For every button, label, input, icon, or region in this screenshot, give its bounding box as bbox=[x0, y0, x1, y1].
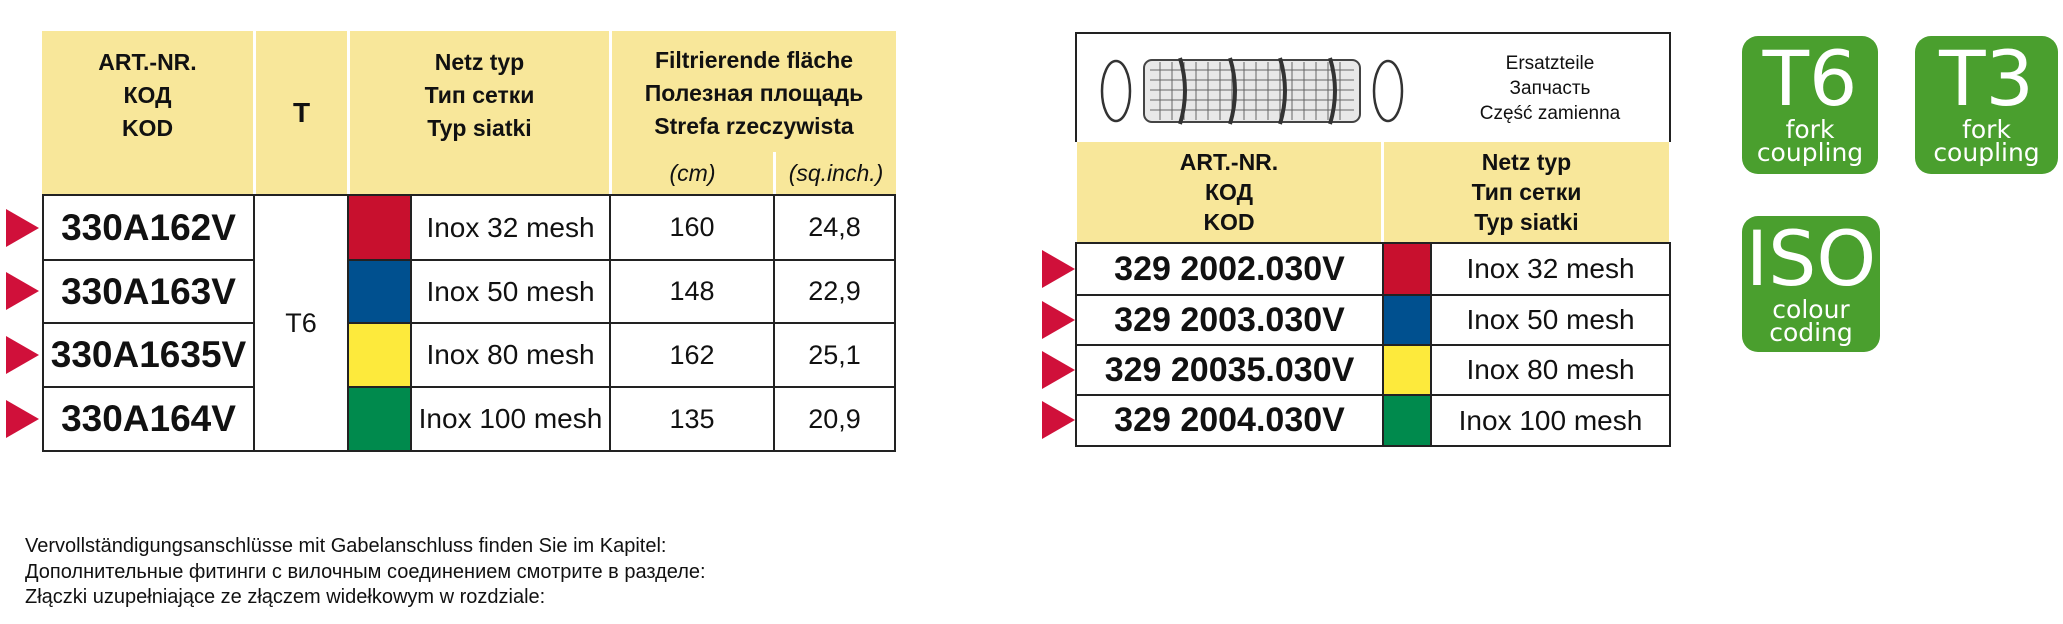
area-cm: 160 bbox=[669, 212, 715, 242]
spare-part-label bbox=[1440, 48, 1660, 128]
badge-line-2: coupling bbox=[1756, 138, 1864, 167]
row-arrow-icon bbox=[1042, 351, 1075, 389]
mesh-color-swatch bbox=[349, 196, 410, 259]
badge-title: T3 bbox=[1939, 34, 2034, 123]
t-value: T6 bbox=[285, 307, 317, 338]
kod-label: KOD bbox=[121, 114, 174, 141]
area-sqinch: 20,9 bbox=[808, 403, 861, 434]
filter-area-ru-label: Полезная площадь bbox=[644, 79, 864, 106]
badge-line-2: coding bbox=[1769, 318, 1853, 347]
mesh-color-swatch bbox=[1384, 346, 1430, 394]
netz-typ-header bbox=[1384, 142, 1669, 242]
row-arrow-icon bbox=[6, 272, 39, 310]
badge-title: ISO bbox=[1745, 214, 1877, 303]
spare-part-de: Ersatzteile bbox=[1505, 52, 1595, 74]
filter-area-pl-label: Strefa rzeczywista bbox=[654, 112, 854, 139]
row-arrow-icon bbox=[6, 400, 39, 438]
area-sqinch: 25,1 bbox=[808, 339, 861, 370]
spare-part-pl: Część zamienna bbox=[1479, 102, 1621, 124]
badge-title: T6 bbox=[1762, 34, 1858, 123]
mesh-type: Inox 100 mesh bbox=[418, 403, 603, 434]
mesh-color-swatch bbox=[349, 388, 410, 450]
netz-typ-label: Netz typ bbox=[1481, 149, 1572, 175]
tip-setki-label: Тип сетки bbox=[1471, 179, 1582, 205]
row-arrow-icon bbox=[6, 209, 39, 247]
article-code: 329 2004.030V bbox=[1114, 401, 1345, 439]
mesh-type: Inox 80 mesh bbox=[426, 339, 595, 370]
art-nr-label: ART.-NR. bbox=[98, 48, 197, 75]
mesh-color-swatch bbox=[349, 324, 410, 386]
unit-sqinch-label: (sq.inch.) bbox=[788, 159, 884, 186]
area-cm: 135 bbox=[669, 403, 715, 434]
art-nr-header bbox=[1077, 142, 1381, 242]
mesh-color-swatch bbox=[1384, 396, 1430, 445]
netz-typ-header bbox=[350, 40, 609, 150]
row-arrow-icon bbox=[1042, 250, 1075, 288]
note-de: Vervollständigungsanschlüsse mit Gabelanschluss finden Sie im Kapitel: bbox=[25, 535, 667, 557]
article-code: 330A1635V bbox=[50, 334, 247, 375]
kod-cyrillic-label: КОД bbox=[1204, 179, 1253, 205]
filter-area-de-label: Filtrierende fläche bbox=[654, 46, 854, 73]
badge-line-2: coupling bbox=[1933, 138, 2040, 167]
note-ru: Дополнительные фитинги с вилочным соединением смотрите в разделе: bbox=[25, 561, 706, 583]
article-code: 329 20035.030V bbox=[1104, 350, 1355, 389]
row-arrow-icon bbox=[6, 336, 39, 374]
mesh-color-swatch bbox=[349, 261, 410, 322]
article-code: 330A163V bbox=[61, 270, 236, 312]
mesh-type: Inox 50 mesh bbox=[426, 275, 595, 307]
badge-line-1: fork bbox=[1785, 115, 1835, 144]
mesh-type: Inox 32 mesh bbox=[1466, 253, 1635, 284]
row-arrow-icon bbox=[1042, 401, 1075, 439]
art-nr-label: ART.-NR. bbox=[1179, 149, 1279, 175]
article-code: 330A162V bbox=[61, 206, 236, 248]
row-arrow-icon bbox=[1042, 301, 1075, 339]
area-sqinch: 22,9 bbox=[808, 276, 861, 306]
iso-colour-coding-badge bbox=[1742, 216, 1880, 352]
art-nr-header bbox=[42, 40, 253, 150]
mesh-color-swatch bbox=[1384, 244, 1430, 294]
kod-cyrillic-label: КОД bbox=[123, 81, 172, 108]
t3-fork-coupling-badge bbox=[1915, 36, 2058, 174]
unit-cm-label: (cm) bbox=[669, 159, 716, 186]
mesh-type: Inox 32 mesh bbox=[426, 211, 595, 243]
article-code: 329 2003.030V bbox=[1114, 300, 1345, 339]
article-code: 329 2002.030V bbox=[1114, 249, 1345, 288]
typ-siatki-label: Typ siatki bbox=[427, 114, 532, 141]
netz-typ-label: Netz typ bbox=[434, 48, 525, 75]
mesh-color-swatch bbox=[1384, 296, 1430, 344]
t-header: T bbox=[292, 96, 311, 128]
badge-line-1: fork bbox=[1962, 115, 2011, 144]
article-code: 330A164V bbox=[61, 398, 236, 439]
mesh-type: Inox 50 mesh bbox=[1466, 304, 1635, 335]
area-cm: 148 bbox=[669, 276, 715, 306]
typ-siatki-label: Typ siatki bbox=[1474, 209, 1579, 235]
badge-line-1: colour bbox=[1772, 295, 1850, 324]
tip-setki-label: Тип сетки bbox=[424, 81, 535, 108]
mesh-type: Inox 80 mesh bbox=[1466, 354, 1635, 385]
area-cm: 162 bbox=[669, 339, 715, 370]
filter-cartridge-icon bbox=[1100, 48, 1420, 134]
note-pl: Złączki uzupełniające ze złączem widełkowym w rozdziale: bbox=[25, 586, 546, 608]
kod-label: KOD bbox=[1203, 209, 1255, 235]
mesh-type: Inox 100 mesh bbox=[1458, 404, 1643, 436]
spare-part-ru: Запчасть bbox=[1509, 77, 1591, 99]
t6-fork-coupling-badge bbox=[1742, 36, 1878, 174]
area-sqinch: 24,8 bbox=[808, 212, 861, 242]
filter-area-header bbox=[612, 38, 896, 148]
